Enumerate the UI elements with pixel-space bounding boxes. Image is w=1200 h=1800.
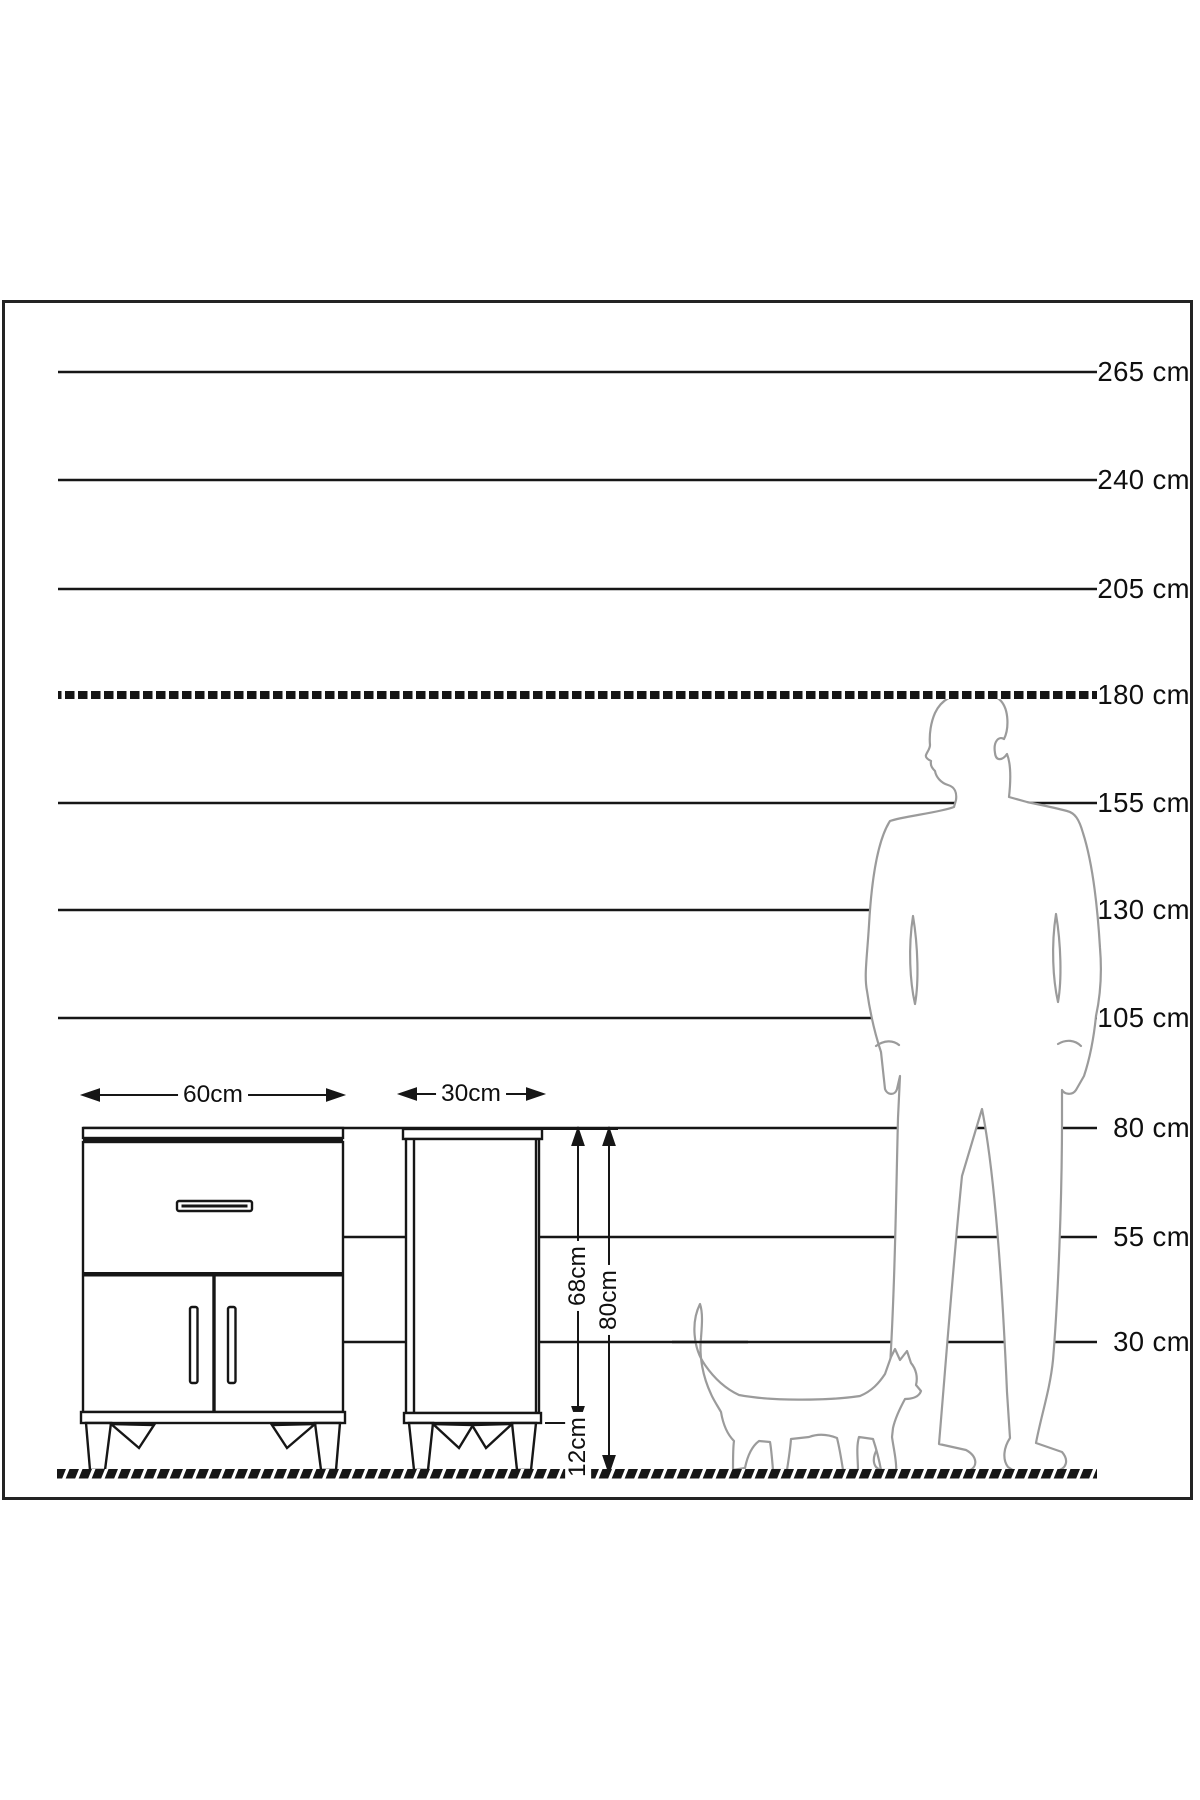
scale-label-80: 80 cm — [1113, 1112, 1190, 1143]
scale-label-265: 265 cm — [1097, 356, 1190, 387]
scale-label-105: 105 cm — [1097, 1002, 1190, 1033]
dim-label-total-height: 80cm — [596, 1265, 622, 1335]
scale-label-180: 180 cm — [1097, 679, 1190, 710]
dim-label-width-side: 30cm — [436, 1081, 506, 1107]
scale-label-55: 55 cm — [1113, 1221, 1190, 1252]
scale-label-240: 240 cm — [1097, 464, 1190, 495]
dim-label-width-front: 60cm — [178, 1082, 248, 1108]
scale-label-30: 30 cm — [1113, 1326, 1190, 1357]
scale-label-205: 205 cm — [1097, 573, 1190, 604]
scale-label-130: 130 cm — [1097, 894, 1190, 925]
dim-label-body-height: 68cm — [565, 1241, 591, 1311]
scale-label-155: 155 cm — [1097, 787, 1190, 818]
dim-label-leg-height: 12cm — [565, 1412, 591, 1482]
